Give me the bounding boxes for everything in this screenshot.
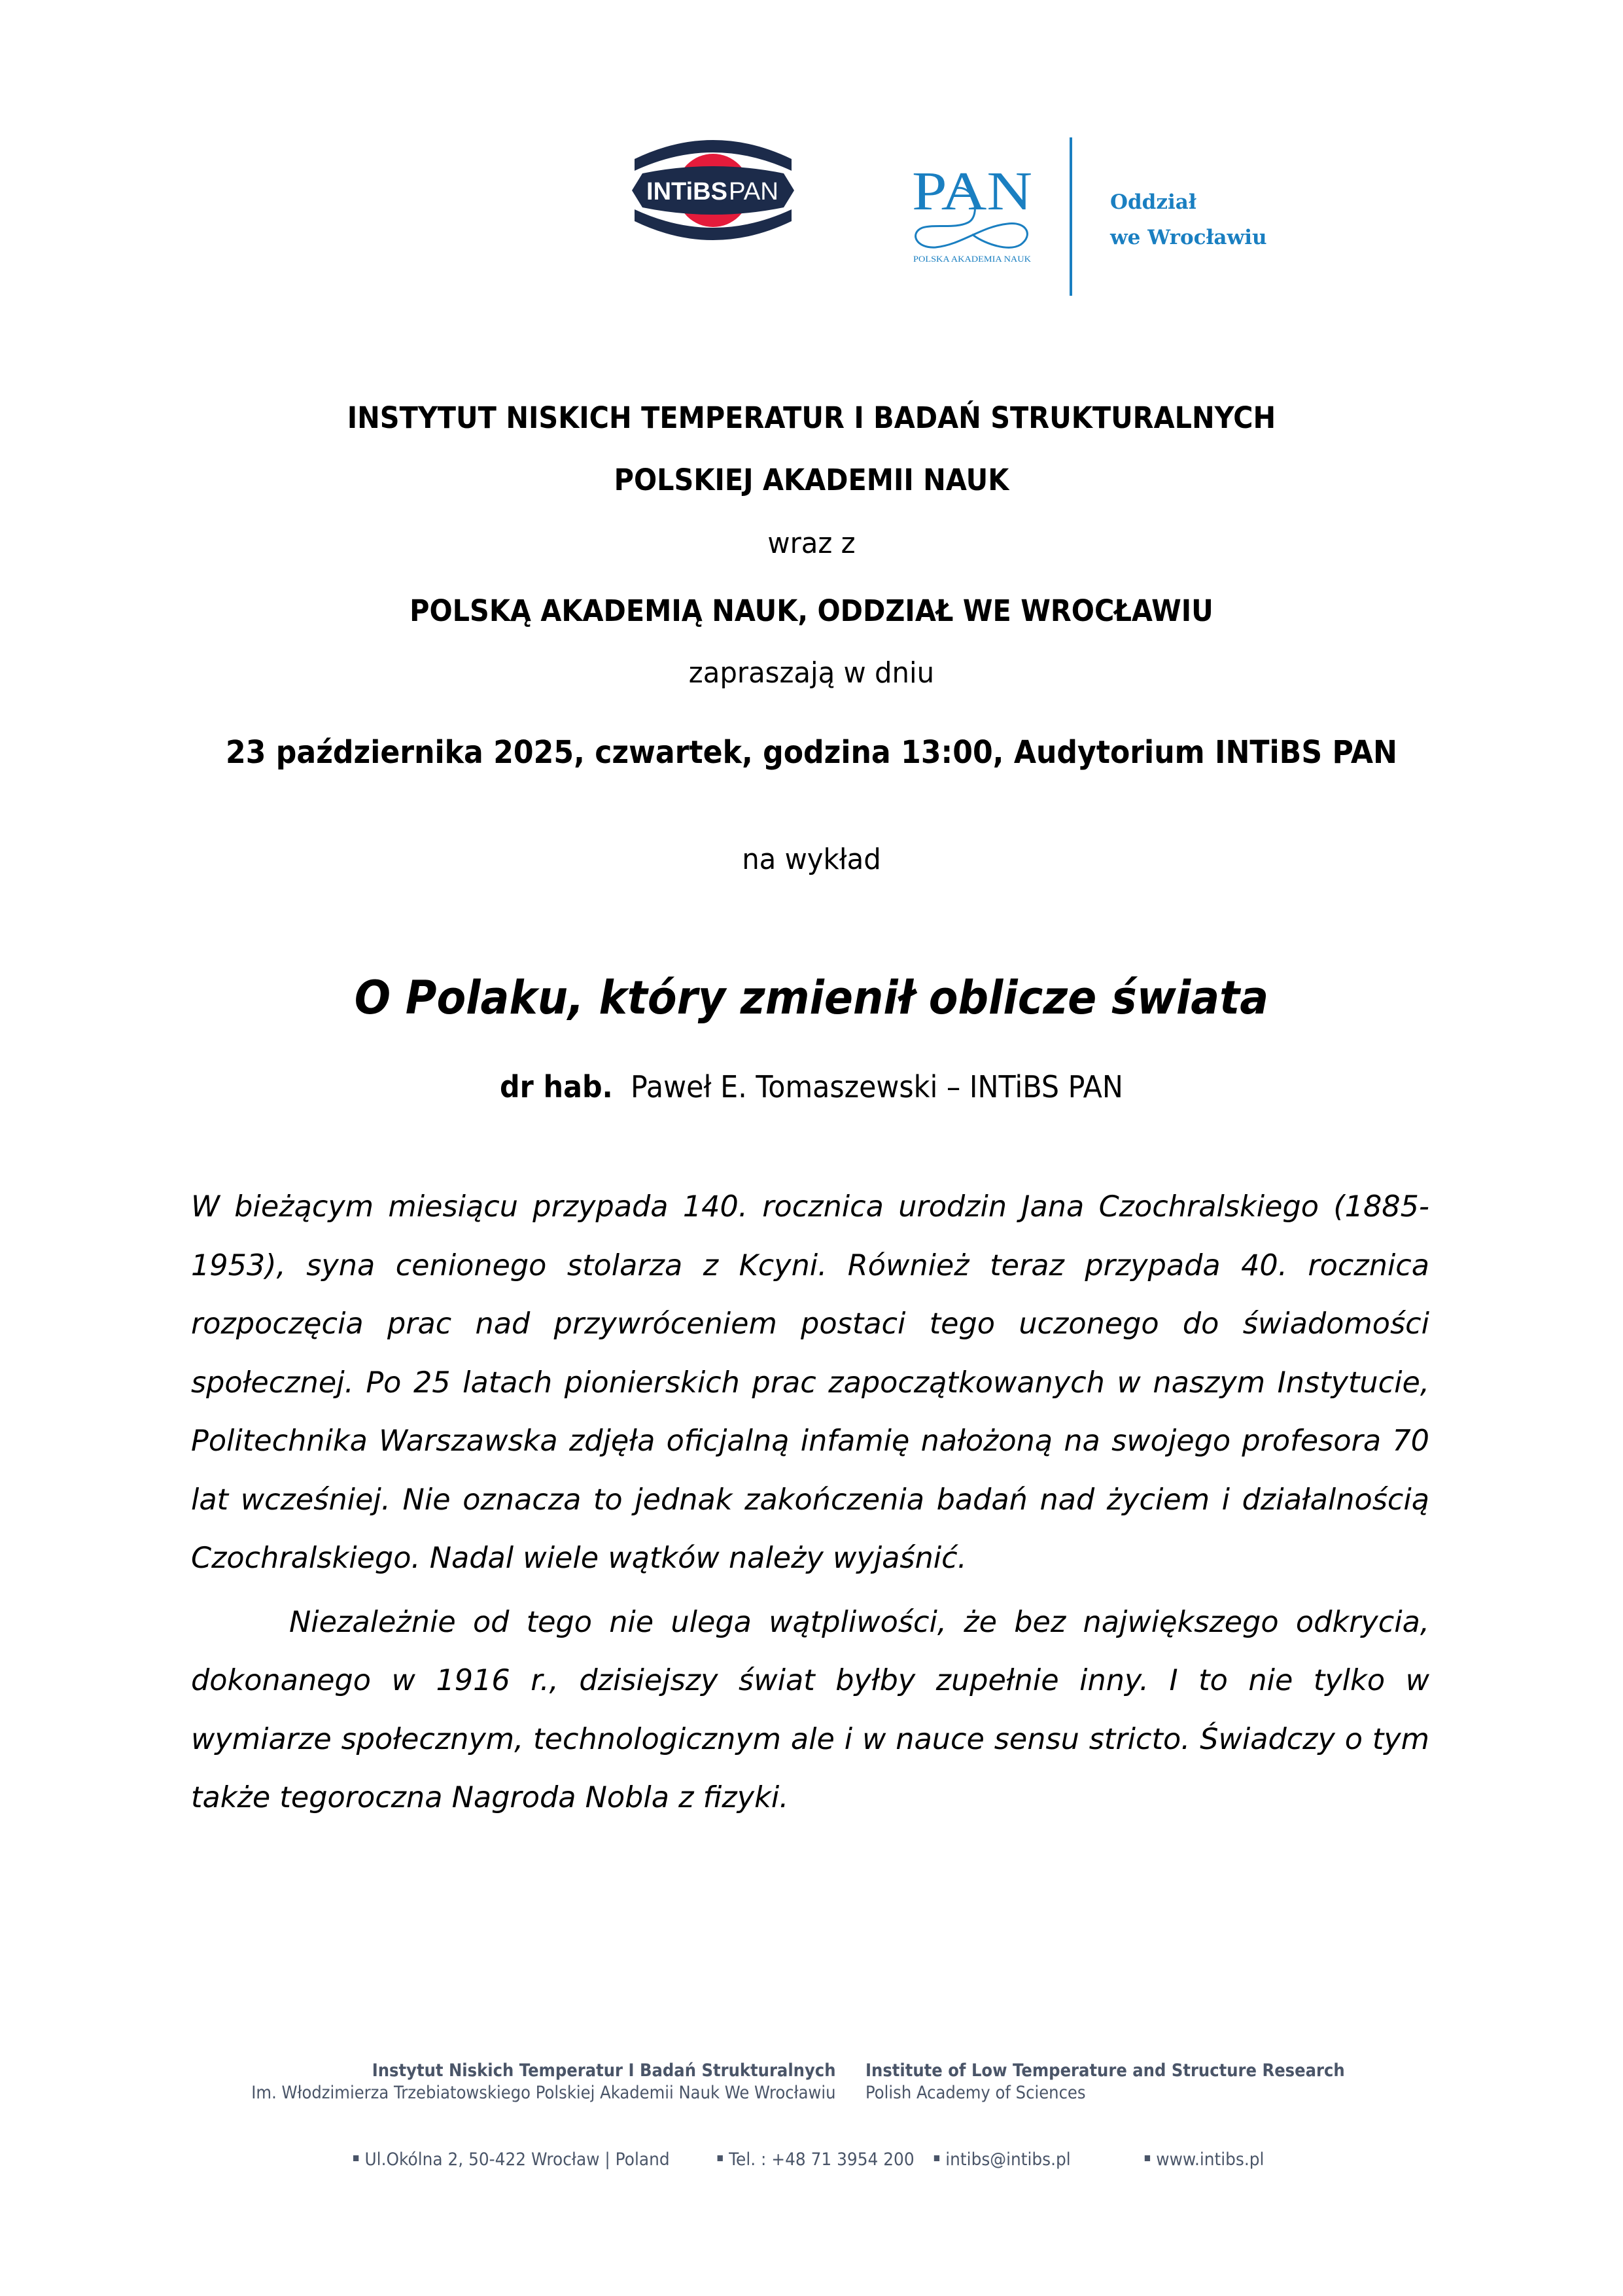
footer-phone (718, 2149, 915, 2170)
branch-line-2: we Wrocławiu (1110, 226, 1267, 249)
footer-institute-pl: Instytut Niskich Temperatur I Badań Strukturalnych (372, 2060, 835, 2081)
bullet-icon (718, 2155, 723, 2161)
speaker-line (57, 1069, 1566, 1104)
logo-text-pan: PAN (729, 178, 778, 205)
lecture-title: O Polaku, który zmienił oblicze świata (354, 971, 1269, 1025)
pan-logo (909, 164, 1035, 266)
footer-institute-en: Institute of Low Temperature and Structure Research (865, 2060, 1345, 2081)
abstract-paragraph-1: W bieżącym miesiącu przypada 140. rocznica urodzin Jana Czochralskiego (1885-1953), syna cenionego stolarza z Kcyni. Również teraz przypada 40. rocznica rozpoczęcia prac nad przywróceniem postaci tego uczonego do świadomości społecznej. Po 25 latach pionierskich prac zapoczątkowanych w naszym Instytucie, Politechnika Warszawska zdjęła oficjalną infamię nałożoną na swojego profesora 70 lat wcześniej. Nie oznacza to jednak zakończenia badań nad życiem i działalnością Czochralskiego. Nadal wiele wątków należy wyjaśnić. (191, 1190, 1429, 1575)
to-lecture-text: na wykład (742, 843, 881, 876)
pan-logo-graphic (909, 164, 1035, 266)
institute-name-line-1: INSTYTUT NISKICH TEMPERATUR I BADAŃ STRUKTURALNYCH (347, 400, 1276, 435)
branch-line-1: Oddział (1110, 190, 1196, 214)
logo-divider (1070, 137, 1072, 296)
together-with: wraz z (767, 527, 856, 560)
pan-logo-letters: PAN (912, 164, 1032, 222)
invite-text: zapraszają w dniu (688, 656, 935, 690)
intibs-pan-logo (632, 133, 794, 247)
footer-patron-pl: Im. Włodzimierza Trzebiatowskiego Polskiej Akademii Nauk We Wrocławiu (251, 2083, 835, 2103)
bullet-icon (1145, 2155, 1150, 2161)
lecture-abstract (191, 1178, 1429, 1828)
intibs-logo-graphic (632, 133, 794, 247)
footer-academy-en: Polish Academy of Sciences (865, 2083, 1086, 2103)
footer-polish-name (251, 2060, 835, 2104)
phone-text: Tel. : +48 71 3954 200 (729, 2149, 915, 2170)
footer-website[interactable] (1145, 2149, 1265, 2170)
footer-email[interactable] (934, 2149, 1071, 2170)
footer-address (353, 2149, 670, 2170)
speaker-degree: dr hab. (499, 1069, 613, 1104)
footer-english-name (865, 2060, 1345, 2104)
partner-name: POLSKĄ AKADEMIĄ NAUK, ODDZIAŁ WE WROCŁAWIU (410, 593, 1213, 628)
institute-name-line-2: POLSKIEJ AKADEMII NAUK (614, 463, 1009, 497)
website-link[interactable]: www.intibs.pl (1156, 2149, 1265, 2170)
address-text: Ul.Okólna 2, 50-422 Wrocław | Poland (364, 2149, 670, 2170)
speaker-name: Paweł E. Tomaszewski – INTiBS PAN (631, 1069, 1123, 1104)
bullet-icon (934, 2155, 939, 2161)
abstract-paragraph-2: Niezależnie od tego nie ulega wątpliwości, że bez największego odkrycia, dokonanego w 1916 r., dzisiejszy świat byłby zupełnie inny. I to nie tylko w wymiarze społecznym, technologicznym ale i w nauce sensu stricto. Świadczy o tym także tegoroczna Nagroda Nobla z fizyki. (191, 1605, 1429, 1814)
pan-logo-caption: POLSKA AKADEMIA NAUK (913, 254, 1032, 264)
event-date-line: 23 października 2025, czwartek, godzina 13:00, Audytorium INTiBS PAN (225, 734, 1397, 771)
branch-label (1110, 185, 1267, 255)
bullet-icon (353, 2155, 358, 2161)
email-link[interactable]: intibs@intibs.pl (945, 2149, 1071, 2170)
logo-text-intibs: INTiBS (646, 178, 727, 205)
